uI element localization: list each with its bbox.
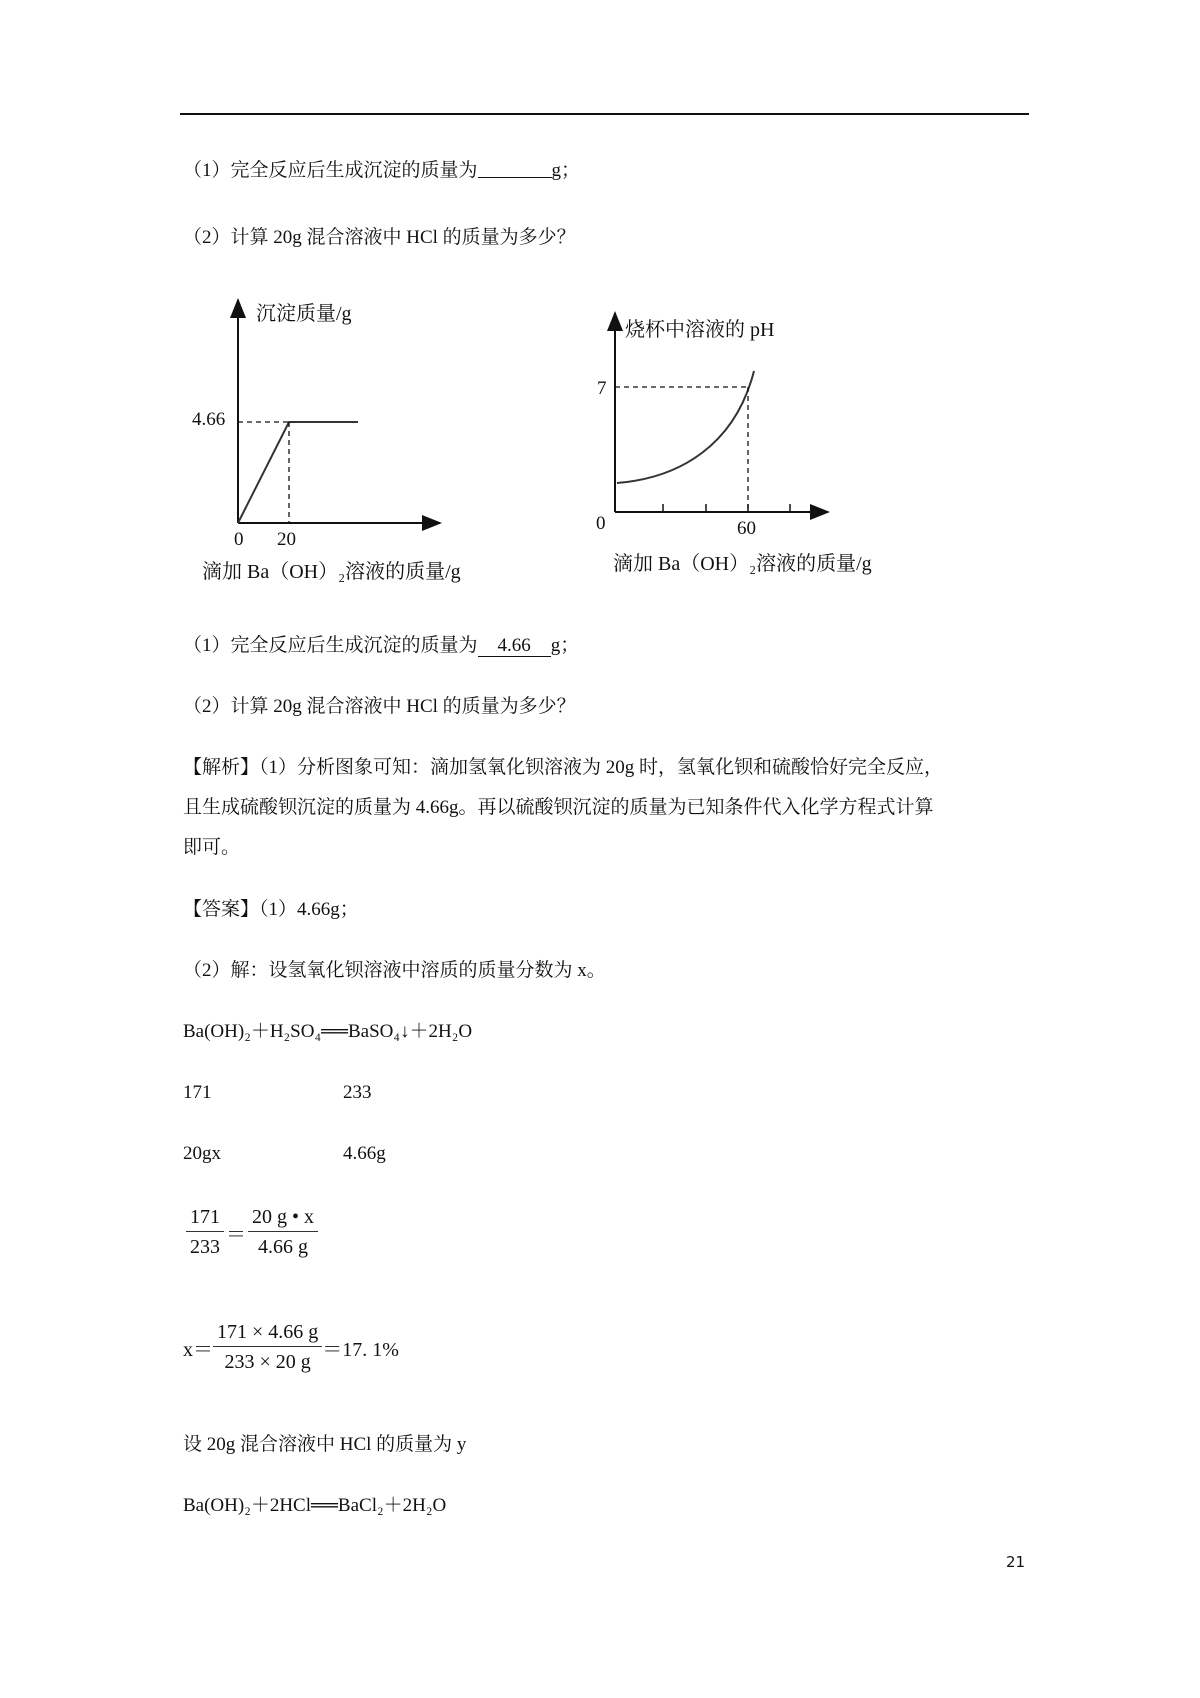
x-label: 滴加 Ba（OH）₂溶液的质量/g	[202, 561, 461, 583]
question-2: （2）计算 20g 混合溶液中 HCl 的质量为多少？	[183, 227, 576, 248]
answer-line-1	[183, 634, 579, 658]
solution-intro: （2）解：设氢氧化钡溶液中溶质的质量分数为 x。	[183, 960, 606, 981]
y-tick: 4.66	[192, 409, 226, 430]
result: ＝17. 1%	[322, 1339, 399, 1361]
equation-2: Ba(OH)₂＋2HCl══BaCl₂＋2H₂O	[183, 1495, 447, 1516]
y-label: 沉淀质量/g	[256, 303, 352, 325]
denominator: 233	[190, 1236, 220, 1258]
denominator: 233 × 20 g	[224, 1351, 311, 1373]
q1-text: （1）完全反应后生成沉淀的质量为	[183, 635, 478, 656]
x-tick-20: 20	[277, 529, 296, 550]
equals: ＝	[226, 1224, 246, 1246]
figures	[0, 0, 1200, 620]
solution-equation	[183, 1318, 399, 1377]
y-label: 烧杯中溶液的 pH	[625, 319, 775, 341]
q1-unit: g；	[551, 160, 581, 181]
page-number: 21	[1006, 1553, 1026, 1571]
y-tick-7: 7	[597, 378, 607, 399]
x-tick-0: 0	[234, 529, 244, 550]
q1-unit: g；	[550, 635, 580, 656]
equation-1: Ba(OH)₂＋H₂SO₄══BaSO₄↓＋2H₂O	[183, 1021, 473, 1042]
numerator: 171	[186, 1203, 224, 1232]
ratio-233: 233	[343, 1082, 372, 1103]
numerator: 171 × 4.66 g	[213, 1318, 322, 1347]
analysis-line-2: 且生成硫酸钡沉淀的质量为 4.66g。再以硫酸钡沉淀的质量为已知条件代入化学方程式计算	[183, 797, 934, 818]
q1-text: （1）完全反应后生成沉淀的质量为	[183, 160, 478, 181]
series-line	[238, 422, 358, 523]
ratio-20gx: 20gx	[183, 1143, 221, 1164]
analysis-line-3: 即可。	[183, 837, 241, 858]
numerator: 20 g • x	[248, 1203, 318, 1232]
ratio-171: 171	[183, 1082, 212, 1103]
precipitate-chart	[192, 300, 461, 583]
proportion-equation	[186, 1203, 318, 1262]
ph-chart	[596, 313, 872, 575]
denominator: 4.66 g	[258, 1236, 308, 1258]
ph-curve	[617, 371, 754, 483]
analysis-line-1: 【解析】（1）分析图象可知：滴加氢氧化钡溶液为 20g 时，氢氧化钡和硫酸恰好完全反应，	[183, 757, 944, 778]
question-2-repeat: （2）计算 20g 混合溶液中 HCl 的质量为多少？	[183, 696, 576, 717]
ratio-466: 4.66g	[343, 1143, 386, 1164]
x-tick-60: 60	[737, 518, 756, 539]
x-label: 滴加 Ba（OH）₂溶液的质量/g	[613, 553, 872, 575]
x-equals: x＝	[183, 1339, 213, 1361]
filled-answer: 4.66	[478, 635, 551, 657]
answer-1: 【答案】（1）4.66g；	[183, 899, 359, 920]
set-y: 设 20g 混合溶液中 HCl 的质量为 y	[183, 1434, 467, 1455]
x-tick-0: 0	[596, 513, 606, 534]
